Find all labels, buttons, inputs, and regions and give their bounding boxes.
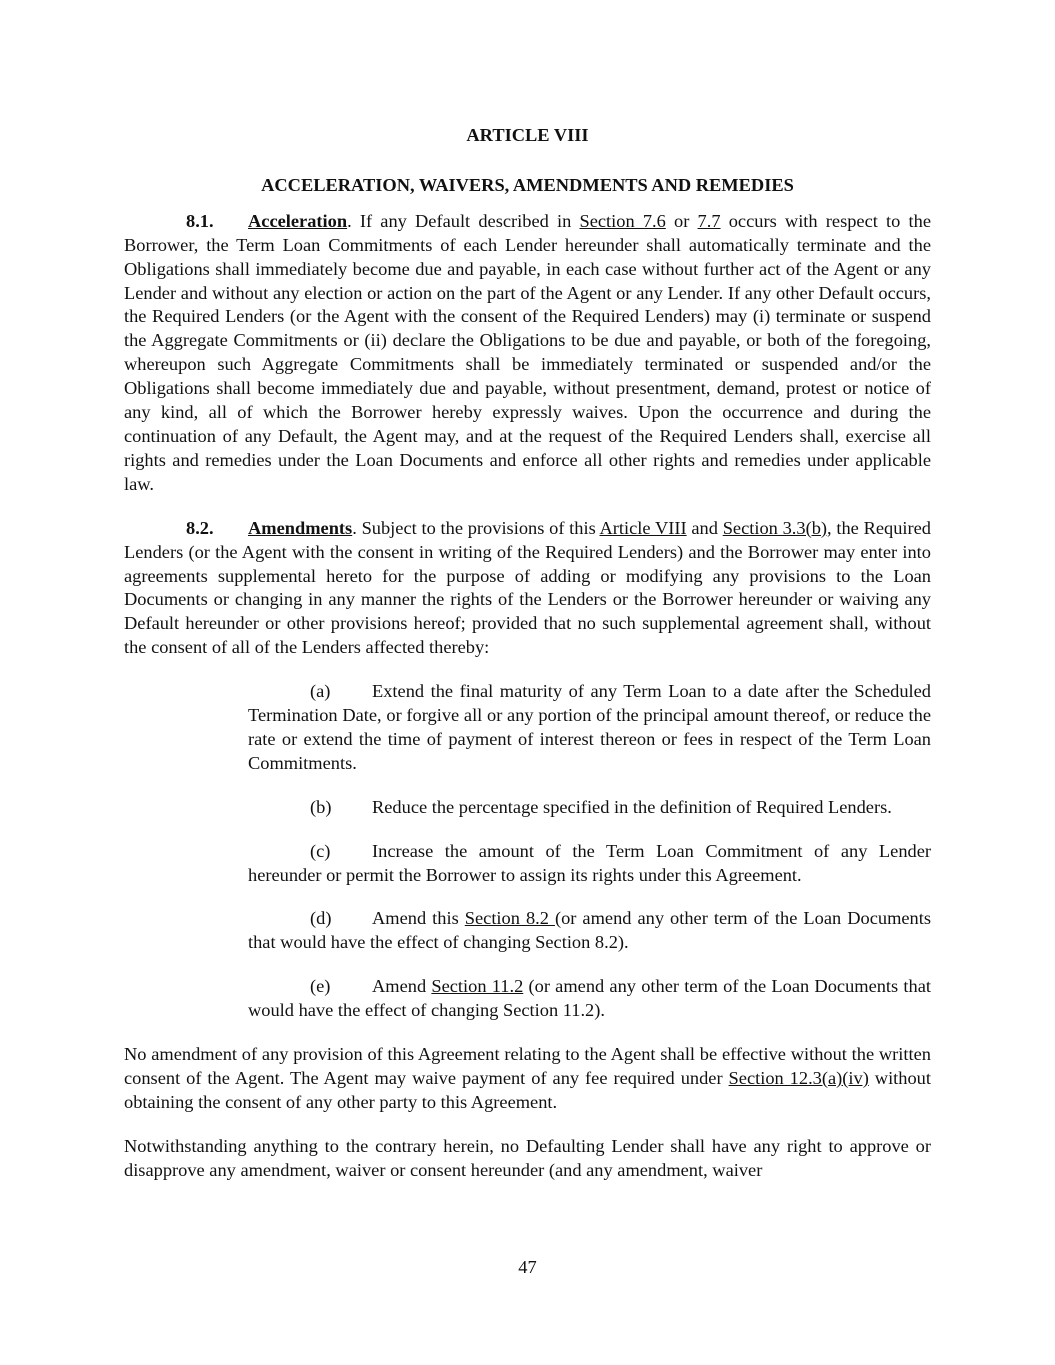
section-8-1-number: 8.1. (186, 210, 214, 231)
list-item-d (248, 907, 931, 955)
section-3-3-b-reference: Section 3.3(b) (722, 517, 828, 538)
item-b-label: (b) (310, 796, 332, 817)
section-8-2-paragraph (124, 517, 931, 660)
agent-consent-paragraph (124, 1043, 931, 1115)
section-8-2-text-1: . Subject to the provisions of this (352, 517, 600, 538)
agent-paragraph-text-1: No amendment of any provision of this Agreement relating to the Agent shall be effective without the written consent of the Agent. The Agent may waive payment of any fee required under (124, 1044, 931, 1088)
section-8-2-text-2: and (686, 517, 723, 538)
section-8-2-reference: Section 8.2 (464, 908, 555, 929)
section-8-2-number: 8.2. (186, 517, 214, 538)
section-11-2-reference: Section 11.2 (431, 976, 524, 997)
section-8-1-text-2: or (665, 210, 698, 231)
section-8-2-text-3: , the Required Lenders (or the Agent with the consent in writing of the Required Lenders) and the Borrower may enter into agreements supplemental hereto for the purpose of adding or modifying any provisions to the Loan Documents or changing in any manner the rights of the Lenders or the Borrower hereunder or waiving any Default hereunder or other provisions hereof; provided that no such supplemental agreement shall, without the consent of all of the Lenders affected thereby: (124, 517, 932, 658)
item-c-label: (c) (310, 840, 331, 861)
section-8-1-heading: Acceleration (248, 210, 348, 231)
section-7-6-reference: Section 7.6 (579, 210, 666, 231)
item-e-label: (e) (310, 976, 331, 997)
item-a-text: Extend the final maturity of any Term Loan to a date after the Scheduled Termination Date, or forgive all or any portion of the principal amount thereof, or reduce the rate or extend the time of payment of interest thereon or fees in respect of the Term Loan Commitments. (248, 681, 931, 773)
section-7-7-reference: 7.7 (697, 210, 721, 231)
article-viii-reference: Article VIII (599, 517, 687, 538)
article-number: ARTICLE VIII (466, 125, 589, 145)
defaulting-lender-paragraph: Notwithstanding anything to the contrary herein, no Defaulting Lender shall have any right to approve or disapprove any amendment, waiver or consent hereunder (and any amendment, waiver (124, 1135, 931, 1180)
list-item-e (248, 975, 931, 1023)
article-title: ACCELERATION, WAIVERS, AMENDMENTS AND REMEDIES (261, 174, 794, 195)
section-8-1-paragraph (124, 210, 931, 497)
section-8-1-text-3: occurs with respect to the Borrower, the Term Loan Commitments of each Lender hereunder shall automatically terminate and the Obligations shall immediately become due and payable, in each case without further act of the Agent or any Lender and without any election or action on the part of the Agent or any Lender. If any other Default occurs, the Required Lenders (or the Agent with the consent of the Required Lenders) may (i) terminate or suspend the Aggregate Commitments or (ii) declare the Obligations to be due and payable, or both of the foregoing, whereupon such Aggregate Commitments shall be immediately terminated or suspended and/or the Obligations shall become immediately due and payable, without presentment, demand, protest or notice of any kind, all of which the Borrower hereby expressly waives. Upon the occurrence and during the continuation of any Default, the Agent may, and at the request of the Required Lenders shall, exercise all rights and remedies under the Loan Documents and enforce all other rights and remedies under applicable law. (124, 210, 932, 494)
agent-paragraph-text-2: without obtaining the consent of any other party to this Agreement. (124, 1068, 931, 1112)
item-b-text: Reduce the percentage specified in the definition of Required Lenders. (372, 796, 892, 817)
item-c-text: Increase the amount of the Term Loan Commitment of any Lender hereunder or permit the Borrower to assign its rights under this Agreement. (248, 840, 931, 885)
section-8-1-text-1: . If any Default described in (347, 210, 580, 231)
item-d-label: (d) (310, 908, 332, 929)
page-number: 47 (518, 1257, 537, 1277)
document-page (124, 124, 931, 1183)
item-e-text-1: Amend (372, 976, 432, 997)
section-8-2-heading: Amendments (248, 517, 353, 538)
item-a-label: (a) (310, 681, 331, 702)
list-item-c (248, 840, 931, 888)
item-d-text-2: (or amend any other term of the Loan Documents that would have the effect of changing Section 8.2). (248, 908, 931, 953)
list-item-a (248, 680, 931, 776)
section-12-3-reference: Section 12.3(a)(iv) (728, 1068, 869, 1088)
item-e-text-2: (or amend any other term of the Loan Documents that would have the effect of changing Section 11.2). (248, 976, 931, 1021)
item-d-text-1: Amend this (372, 908, 465, 929)
list-item-b (248, 796, 931, 820)
